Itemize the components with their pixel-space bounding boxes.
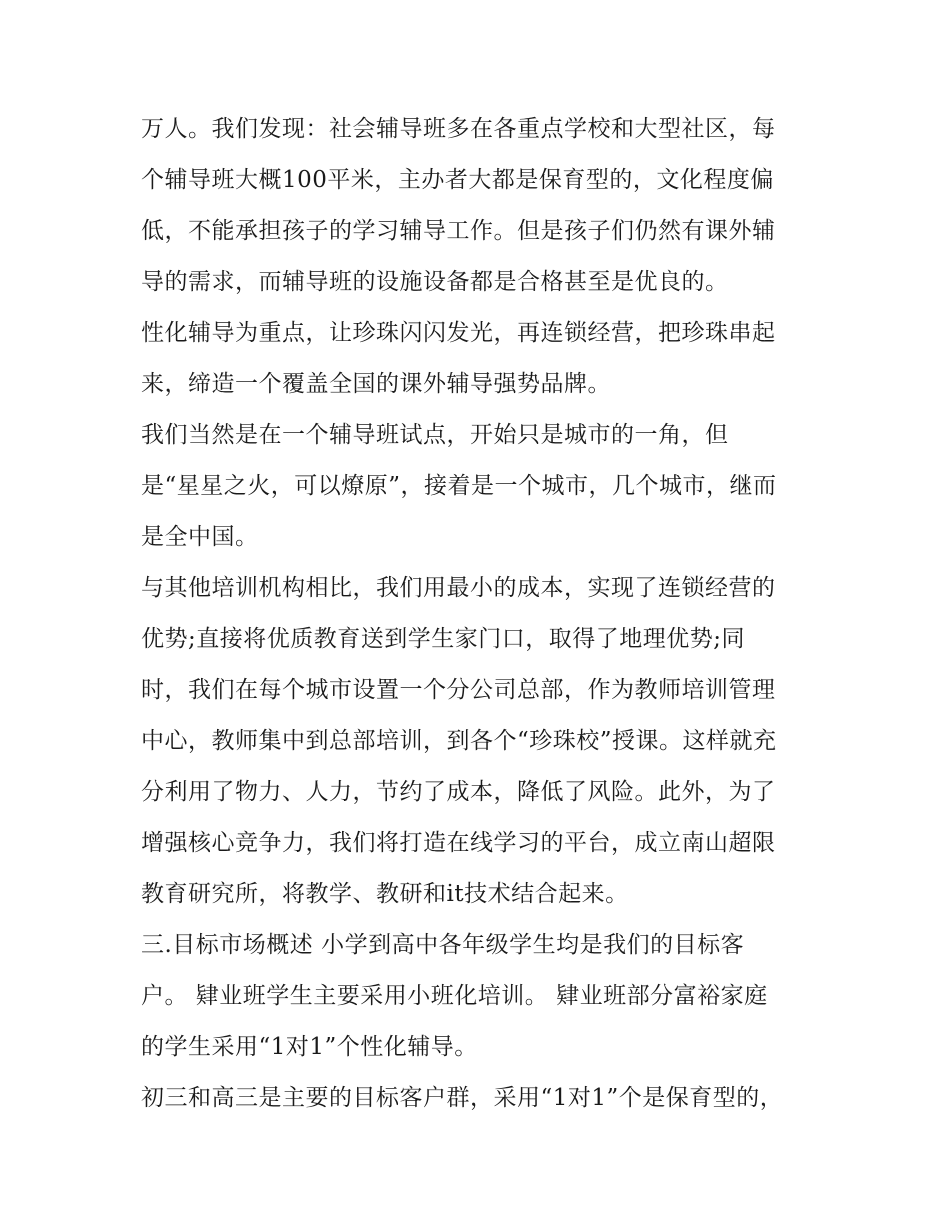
text-line: 的学生采用“1对1”个性化辅导。 — [141, 1034, 478, 1060]
text-line: 三.目标市场概述 小学到高中各年级学生均是我们的目标客 — [141, 932, 745, 958]
text-line: 优势;直接将优质教育送到学生家门口，取得了地理优势;同 — [141, 626, 745, 652]
text-line: 中心，教师集中到总部培训，到各个“珍珠校”授课。这样就充 — [141, 728, 777, 754]
text-line: 来，缔造一个覆盖全国的课外辅导强势品牌。 — [141, 371, 611, 397]
document-body — [141, 108, 821, 1128]
text-line: 低，不能承担孩子的学习辅导工作。但是孩子们仍然有课外辅 — [141, 218, 776, 244]
text-line: 分利用了物力、人力，节约了成本，降低了风险。此外，为了 — [141, 779, 776, 805]
text-line: 教育研究所，将教学、教研和it技术结合起来。 — [141, 881, 629, 907]
text-line: 个辅导班大概100平米，主办者大都是保育型的，文化程度偏 — [141, 167, 774, 193]
text-line: 增强核心竞争力，我们将打造在线学习的平台，成立南山超限 — [141, 830, 776, 856]
text-line: 与其他培训机构相比，我们用最小的成本，实现了连锁经营的 — [141, 575, 776, 601]
text-line: 我们当然是在一个辅导班试点，开始只是城市的一角，但 — [141, 422, 729, 448]
text-line: 性化辅导为重点，让珍珠闪闪发光，再连锁经营，把珍珠串起 — [141, 320, 776, 346]
text-line: 导的需求，而辅导班的设施设备都是合格甚至是优良的。 — [141, 269, 729, 295]
text-line: 万人。我们发现：社会辅导班多在各重点学校和大型社区，每 — [141, 116, 776, 142]
text-line: 户。 肄业班学生主要采用小班化培训。 肄业班部分富裕家庭 — [141, 983, 768, 1009]
text-line: 是全中国。 — [141, 524, 259, 550]
text-line: 初三和高三是主要的目标客户群，采用“1对1”个是保育型的， — [141, 1085, 784, 1111]
text-line: 是“星星之火，可以燎原”，接着是一个城市，几个城市，继而 — [141, 473, 777, 499]
text-line: 时，我们在每个城市设置一个分公司总部，作为教师培训管理 — [141, 677, 776, 703]
